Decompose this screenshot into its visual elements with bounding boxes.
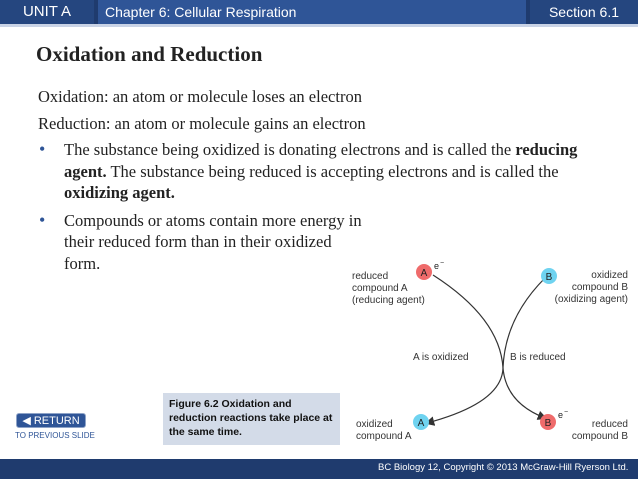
label-oxidized-compound-a: oxidized compound A [356,419,412,442]
section-label: Section 6.1 [530,0,638,24]
circle-b-top-label: B [545,272,553,283]
chapter-label: Chapter 6: Cellular Respiration [98,0,526,24]
reduction-definition: Reduction: an atom or molecule gains an electron [38,113,366,133]
label-b-reduced: B is reduced [510,352,566,363]
return-arrow-icon: ◀ [22,415,31,427]
electron-bottom-label: e [558,410,564,420]
circle-a-top-label: A [420,268,428,279]
figure-caption: Figure 6.2 Oxidation and reduction reactions take place at the same time. [163,393,340,445]
circle-b-bottom-label: B [544,418,552,429]
return-subtitle[interactable]: TO PREVIOUS SLIDE [15,431,95,440]
electron-top-label: e [434,261,440,271]
bullet-icon: • [39,139,46,159]
slide-title: Oxidation and Reduction [36,42,263,66]
return-button[interactable]: ◀ RETURN [16,413,86,428]
header-divider [0,24,638,27]
label-reduced-compound-b: reduced compound B [571,419,628,442]
unit-label: UNIT A [0,0,94,24]
bullet-energy: • Compounds or atoms contain more energy in their reduced form than in their oxidized form. [39,209,362,273]
bullet-agents: • The substance being oxidized is donating electrons and is called the reducing agent. The substance being reduced is accepting electrons and is called the oxidizing agent. [39,139,578,202]
label-a-oxidized: A is oxidized [413,352,469,363]
redox-figure [340,258,638,454]
oxidation-curve [427,275,503,423]
bullet-icon: • [39,209,46,230]
slide-body [38,86,598,280]
electron-bottom-charge: − [564,409,569,416]
label-oxidized-compound-b: oxidized compound B (oxidizing agent) [554,270,628,305]
circle-a-bottom-label: A [417,418,425,429]
label-reduced-compound-a: reduced compound A (reducing agent) [352,271,425,306]
footer-copyright: BC Biology 12, Copyright © 2013 McGraw-Hill Ryerson Ltd. [378,462,629,473]
oxidation-definition: Oxidation: an atom or molecule loses an electron [38,87,362,106]
electron-top-charge: − [440,260,445,267]
